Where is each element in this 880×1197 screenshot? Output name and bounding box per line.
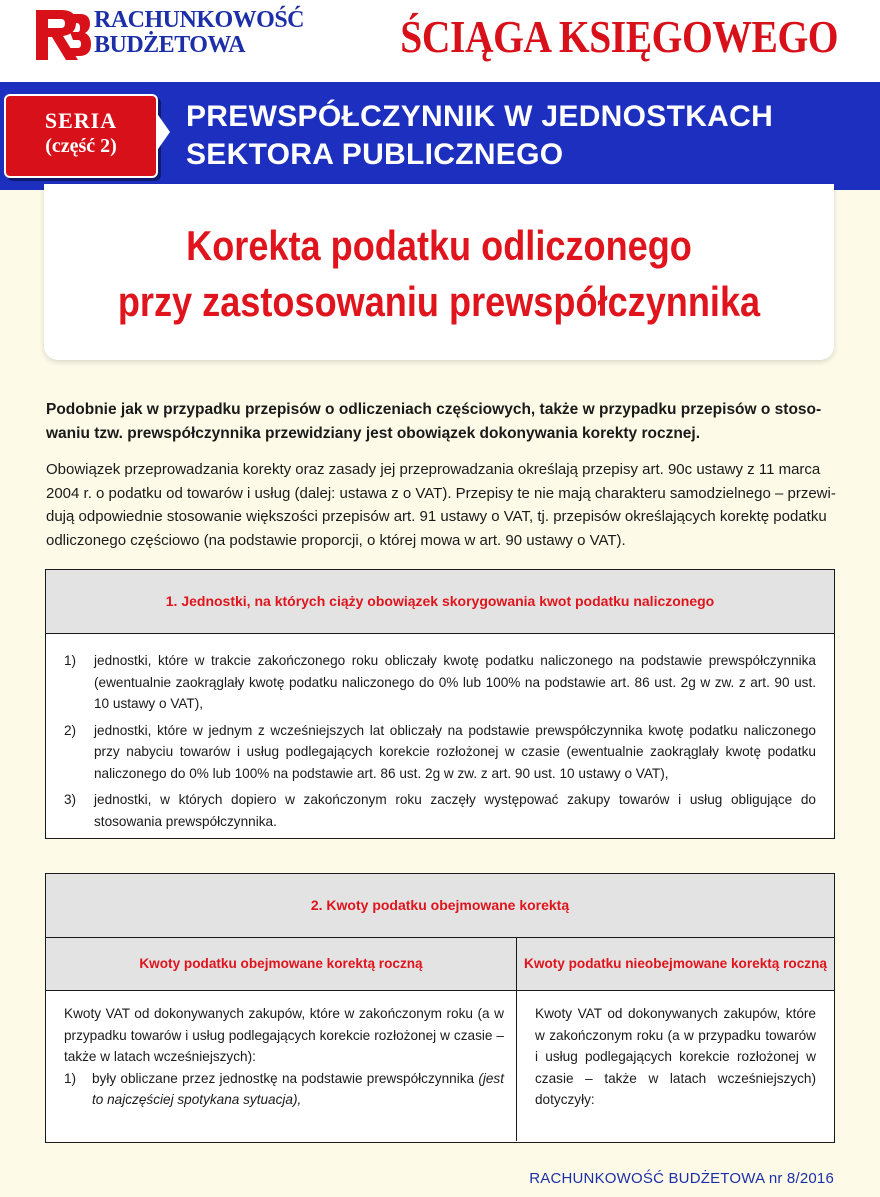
included-item-note: (jest to najczęściej spotykana sytuacja), [92,1070,504,1107]
included-amounts-cell [46,991,517,1141]
headline-card [44,184,834,360]
page-footer: RACHUNKOWOŚĆ BUDŻETOWA nr 8/2016 [529,1170,834,1187]
list-item [64,789,816,832]
lead-line-1: Podobnie jak w przypadku przepisów o odliczeniach częściowych, także w przypadku przepisów o stoso- [46,401,822,418]
list-item-number: 1) [64,1070,77,1086]
list-item [64,720,816,785]
series-title [186,98,773,174]
logo-line-2: BUDŻETOWA [94,32,246,58]
logo-wordmark [94,8,304,58]
lead-paragraph [46,398,836,446]
tax-amounts-body-row [46,991,834,1141]
tax-amounts-title: 2. Kwoty podatku obejmowane korektą [46,874,834,938]
series-title-line-1: PREWSPÓŁCZYNNIK W JEDNOSTKACH [186,100,774,133]
rb-logo-icon [32,6,92,64]
tax-amounts-header-row [46,938,834,991]
list-item-number: 1) [64,653,77,668]
body-paragraph [46,458,836,552]
article-headline [99,218,778,330]
obligated-units-list [46,634,834,832]
series-part: (część 2) [45,135,117,157]
body-line-4: odliczonego częściowo (na podstawie proporcji, o której mowa w art. 90 ustawy o VAT). [46,531,626,549]
list-item-text [92,1068,504,1111]
included-amounts-item [64,1068,504,1111]
lead-line-2: waniu tzw. prewspółczynnika przewidziany jest obowiązek dokonywania korekty rocznej. [46,425,701,442]
body-line-1: Obowiązek przeprowadzania korekty oraz zasady jej przeprowadzania określają przepisy art. 90c ustawy z 11 marca [46,461,821,478]
masthead [0,0,880,82]
list-item [64,650,816,715]
excluded-amounts-cell [517,991,834,1141]
list-item-text: jednostki, w których dopiero w zakończonym roku zaczęły występować zakupy towarów i usług obligujące do stosowania prewspółczynnika. [94,792,816,829]
body-line-2: 2004 r. o podatku od towarów i usług (dalej: ustawa z o VAT). Przepisy te nie mają charakteru samodzielnego – przewi- [46,484,836,502]
series-badge [4,94,158,178]
included-amounts-text: Kwoty VAT od dokonywanych zakupów, które w zakończonym roku (a w przypadku towarów i usług podlegających korekcie rozłożonej w czasie – także w latach wcześniejszych): [64,1006,504,1064]
list-item-text: jednostki, które w trakcie zakończonego roku obliczały kwotę podatku naliczonego na podstawie prewspółczynnika (ewentualnie zaokrąglały kwotę podatku naliczonego do 0% lub 100% na podstawie art. 86 ust. 2g w zw. z art. 90 ust. 10 ustawy o VAT), [94,653,816,711]
body-line-3: dują odpowiednie stosowanie większości przepisów art. 91 ustawy o VAT, tj. przepisów określających korektę podatku [46,508,827,525]
headline-line-2: przy zastosowaniu prewspółczynnika [117,278,761,325]
publication-logo [32,6,305,68]
series-title-line-2: SEKTORA PUBLICZNEGO [186,138,564,171]
list-item-number: 2) [64,722,77,738]
badge-arrow-icon [156,112,170,152]
logo-line-1: RACHUNKOWOŚĆ [94,7,305,33]
included-item-text: były obliczane przez jednostkę na podstawie prewspółczynnika [92,1070,479,1086]
series-label: SERIA [44,108,118,133]
included-amounts-header: Kwoty podatku obejmowane korektą roczną [46,938,517,990]
tax-amounts-box [45,873,835,1143]
excluded-amounts-text: Kwoty VAT od dokonywanych zakupów, które w zakończonym roku (a w przypadku towarów i usług podlegających korekcie rozłożonej w czasie – także w latach wcześniejszych) dotyczyły: [535,1006,816,1107]
list-item-text: jednostki, które w jednym z wcześniejszych lat obliczały na podstawie prewspółczynnika kwotę podatku naliczonego przy nabyciu towarów i usług podlegających korekcie rozłożonej w czasie (ewentualnie zaokrąglały kwotę podatku naliczonego do 0% lub 100% na podstawie art. 86 ust. 2g w zw. z art. 90 ust. 10 ustawy o VAT), [94,722,816,781]
list-item-number: 3) [64,792,77,807]
headline-line-1: Korekta podatku odliczonego [186,222,692,269]
publication-title: ŚCIĄGA KSIĘGOWEGO [400,11,838,62]
obligated-units-title: 1. Jednostki, na których ciąży obowiązek skorygowania kwot podatku naliczonego [46,570,834,634]
obligated-units-box [45,569,835,839]
excluded-amounts-header: Kwoty podatku nieobejmowane korektą roczną [524,956,827,971]
